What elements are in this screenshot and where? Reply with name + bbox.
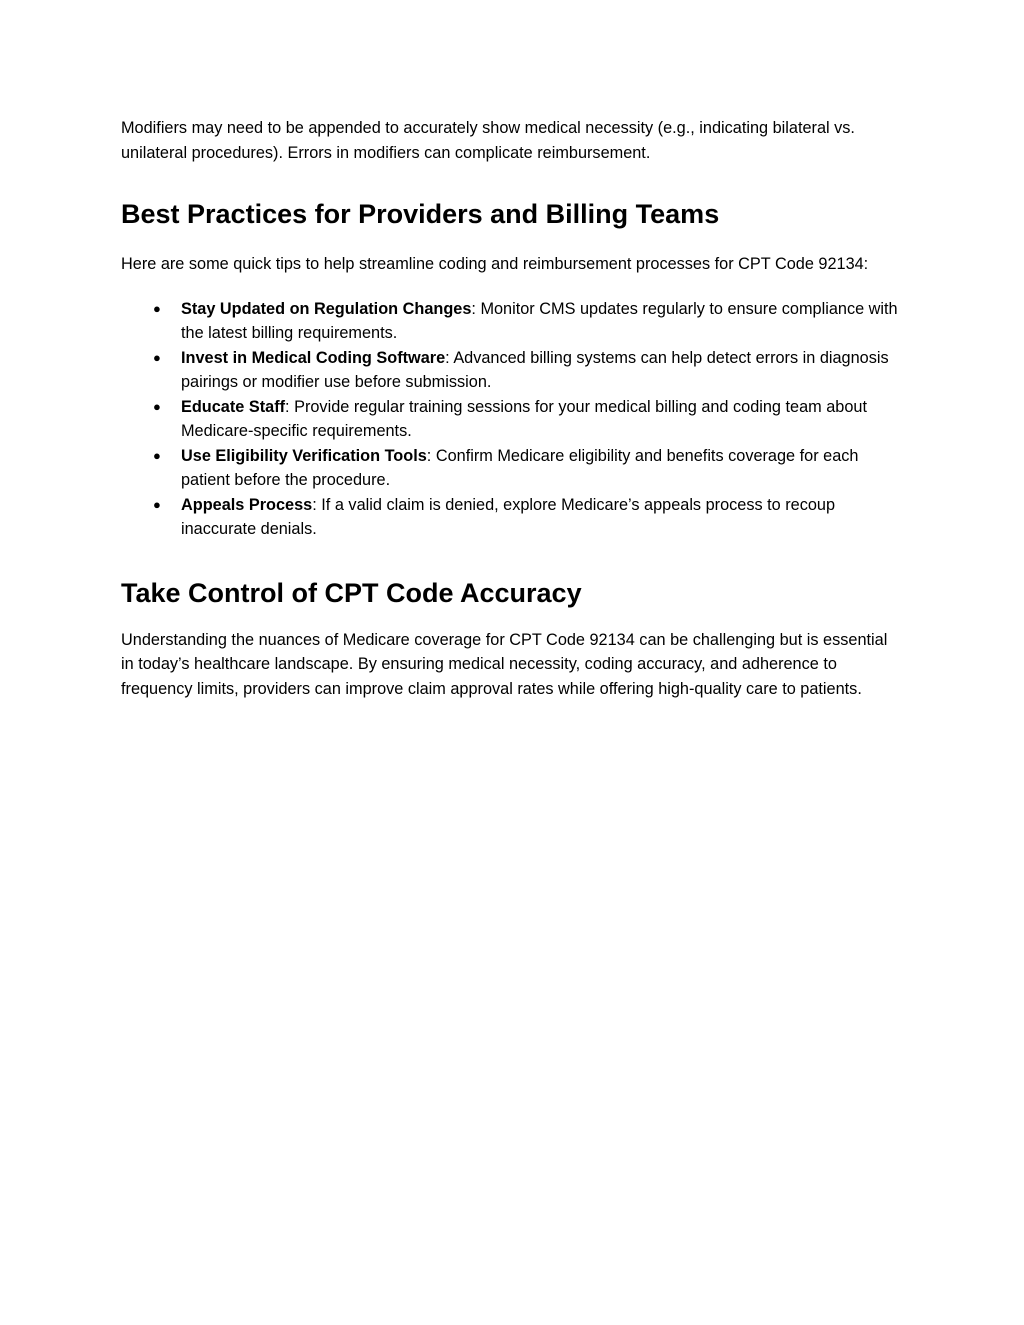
- list-item: [121, 444, 901, 493]
- tip-text: : If a valid claim is denied, explore Medicare’s appeals process to recoup inaccurate denials.: [181, 495, 836, 538]
- tip-term: Stay Updated on Regulation Changes: [181, 299, 472, 318]
- list-item: [121, 346, 901, 395]
- bullet-icon: ●: [153, 349, 161, 365]
- tips-list: [121, 297, 901, 542]
- modifiers-paragraph: Modifiers may need to be appended to accurately show medical necessity (e.g., indicating bilateral vs. unilateral procedures). Errors in modifiers can complicate reimbursement.: [121, 119, 855, 162]
- list-item: [121, 297, 901, 346]
- tip-term: Use Eligibility Verification Tools: [181, 446, 427, 465]
- bullet-icon: ●: [153, 496, 161, 512]
- list-item: [121, 395, 901, 444]
- bullet-icon: ●: [153, 300, 161, 316]
- document-page: [121, 116, 901, 701]
- take-control-paragraph: Understanding the nuances of Medicare coverage for CPT Code 92134 can be challenging but is essential in today’s healthcare landscape. By ensuring medical necessity, coding accuracy, and adherence to frequency limits, providers can improve claim approval rates while offering high-quality care to patients.: [121, 630, 888, 698]
- tip-text: : Monitor CMS updates regularly to ensure compliance with the latest billing requirements.: [181, 299, 898, 342]
- tip-term: Appeals Process: [181, 495, 313, 514]
- best-practices-heading: Best Practices for Providers and Billing Teams: [121, 199, 720, 229]
- tip-text: : Advanced billing systems can help detect errors in diagnosis pairings or modifier use before submission.: [181, 348, 889, 391]
- take-control-heading: Take Control of CPT Code Accuracy: [121, 577, 582, 608]
- tip-text: : Confirm Medicare eligibility and benefits coverage for each patient before the procedure.: [181, 446, 859, 489]
- best-practices-intro: Here are some quick tips to help streamline coding and reimbursement processes for CPT Code 92134:: [121, 255, 869, 273]
- bullet-icon: ●: [153, 398, 161, 414]
- list-item: [121, 493, 901, 542]
- bullet-icon: ●: [153, 447, 161, 463]
- tip-term: Educate Staff: [181, 397, 286, 416]
- tip-term: Invest in Medical Coding Software: [181, 348, 446, 367]
- tip-text: : Provide regular training sessions for your medical billing and coding team about Medicare-specific requirements.: [181, 397, 867, 440]
